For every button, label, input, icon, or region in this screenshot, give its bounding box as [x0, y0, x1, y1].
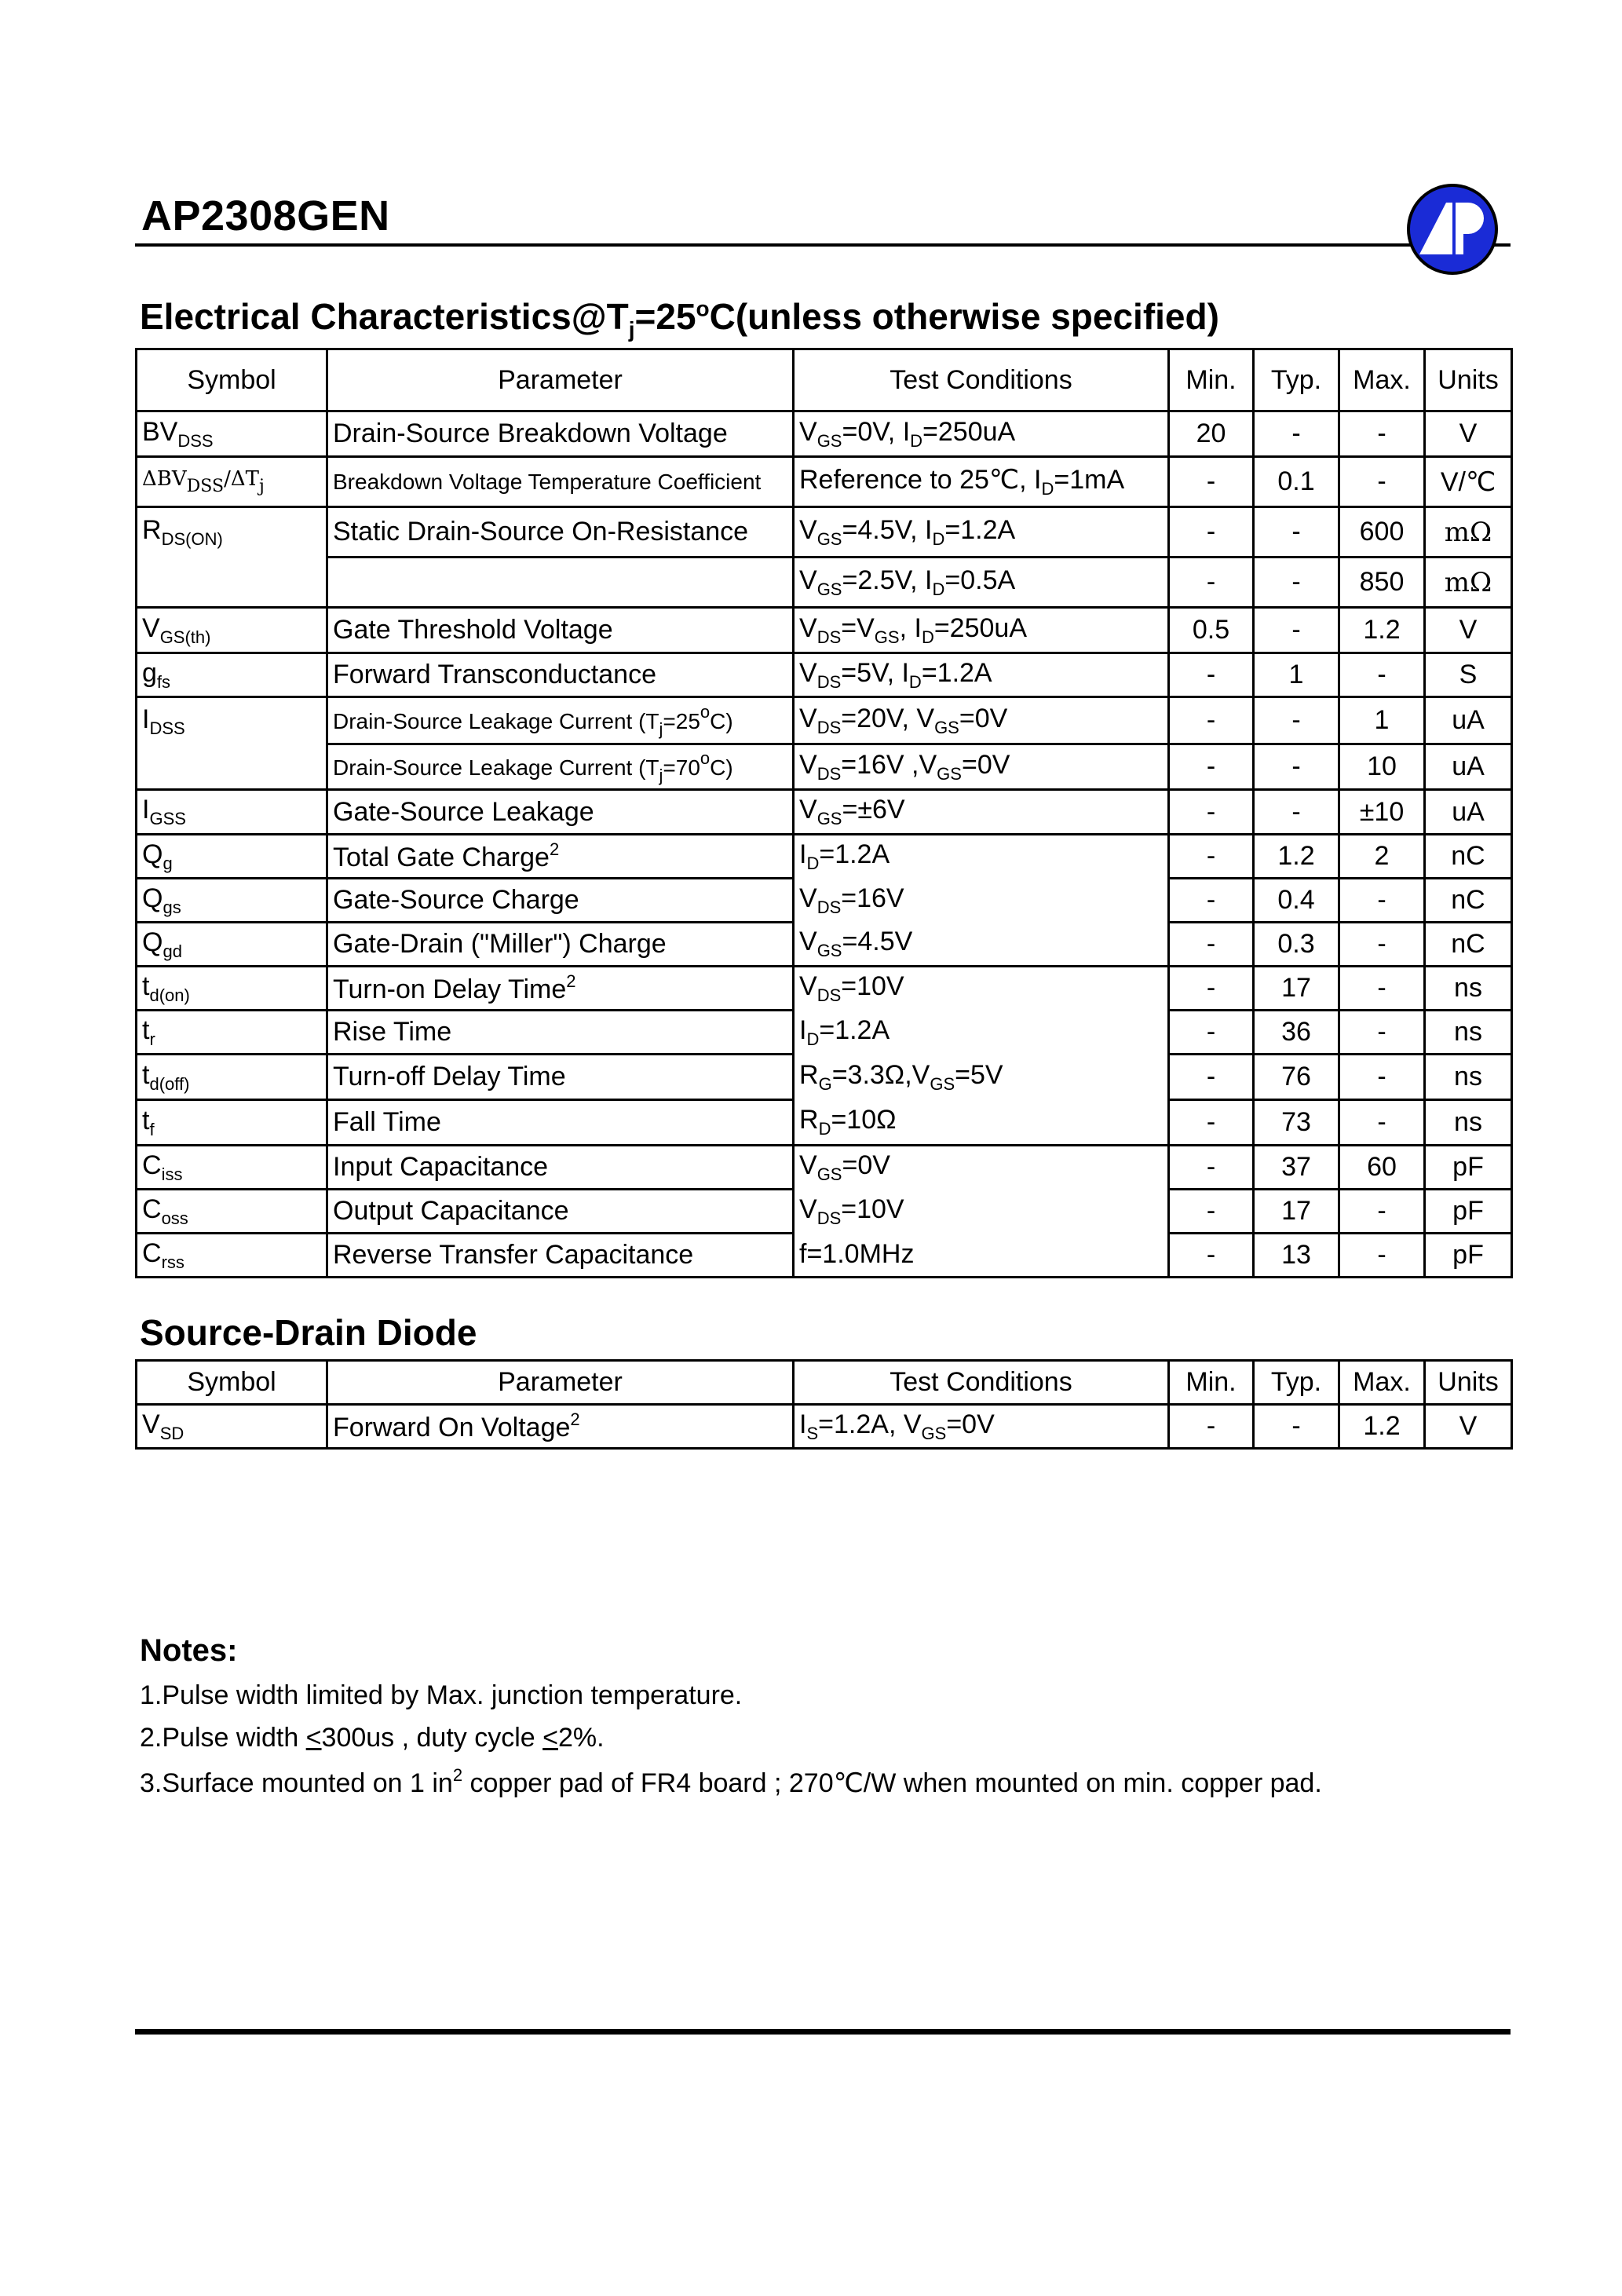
unit-cell: V — [1425, 1405, 1512, 1449]
unit-cell: V/℃ — [1425, 457, 1512, 507]
header-typ: Typ. — [1254, 349, 1339, 411]
header-symbol: Symbol — [137, 349, 327, 411]
typ-cell: - — [1254, 558, 1339, 608]
symbol-cell: $C_{oss}$ — [137, 1190, 327, 1234]
min-cell: - — [1169, 967, 1254, 1011]
table-row — [137, 653, 1512, 697]
typ-cell: 0.4 — [1254, 879, 1339, 923]
condition-cell: $R_G=3.3\Omega,V_{GS}=5V$ — [794, 1055, 1169, 1100]
condition-cell: $V_{DS}=5V$, $I_D=1.2A$ — [794, 653, 1169, 697]
max-cell: 1 — [1339, 697, 1425, 744]
table-row — [137, 879, 1512, 923]
symbol-cell: $g_{fs}$ — [137, 653, 327, 697]
note-3: 3.Surface mounted on 1 $in^2$ copper pad of FR4 board ; 270℃/W when mounted on min. copper pad. — [140, 1765, 1322, 1798]
unit-cell: pF — [1425, 1234, 1512, 1278]
table-row — [137, 744, 1512, 790]
condition-cell: $V_{DS}=10V$ — [794, 967, 1169, 1011]
symbol-cell: $t_{d(off)}$ — [137, 1055, 327, 1100]
table-row — [137, 790, 1512, 835]
typ-cell: - — [1254, 608, 1339, 653]
max-cell: 1.2 — [1339, 608, 1425, 653]
max-cell: ±10 — [1339, 790, 1425, 835]
table-row — [137, 457, 1512, 507]
max-cell: - — [1339, 411, 1425, 457]
condition-cell: $V_{DS}=V_{GS}$, $I_D=250uA$ — [794, 608, 1169, 653]
header-units: Units — [1425, 349, 1512, 411]
header-min: Min. — [1169, 349, 1254, 411]
parameter-cell: Output Capacitance — [327, 1190, 794, 1234]
electrical-characteristics-title: Electrical $Characteristics@T_j=25^oC(unless$ otherwise specified) — [140, 296, 1219, 342]
page-header — [135, 187, 1511, 247]
table-row — [137, 1234, 1512, 1278]
part-number: AP2308GEN — [141, 192, 390, 239]
unit-cell: uA — [1425, 697, 1512, 744]
typ-cell: - — [1254, 1405, 1339, 1449]
typ-cell: 36 — [1254, 1011, 1339, 1055]
table-row — [137, 923, 1512, 967]
notes-title: Notes: — [140, 1633, 238, 1668]
condition-cell: $V_{GS}=4.5V$, $I_D=1.2A$ — [794, 507, 1169, 558]
condition-cell: $R_D=10\Omega$ — [794, 1100, 1169, 1146]
min-cell: - — [1169, 1100, 1254, 1146]
unit-cell: ns — [1425, 1100, 1512, 1146]
parameter-cell: Forward Transconductance — [327, 653, 794, 697]
min-cell: - — [1169, 507, 1254, 558]
parameter-cell: Drain-Source Leakage Current $(T_j=70^oC)$ — [327, 744, 794, 790]
table-row — [137, 558, 1512, 608]
symbol-cell: $V_{SD}$ — [137, 1405, 327, 1449]
min-cell: - — [1169, 1190, 1254, 1234]
min-cell: - — [1169, 835, 1254, 879]
max-cell: 1.2 — [1339, 1405, 1425, 1449]
max-cell: - — [1339, 1190, 1425, 1234]
min-cell: - — [1169, 457, 1254, 507]
max-cell: - — [1339, 923, 1425, 967]
parameter-cell: Turn-off Delay Time — [327, 1055, 794, 1100]
symbol-cell: $C_{rss}$ — [137, 1234, 327, 1278]
note-1: 1.Pulse width limited by Max. junction temperature. — [140, 1680, 743, 1710]
header-min: Min. — [1169, 1361, 1254, 1405]
unit-cell: V — [1425, 411, 1512, 457]
condition-cell: $V_{DS}=16V$ — [794, 879, 1169, 923]
parameter-cell: Static Drain-Source On-Resistance — [327, 507, 794, 558]
unit-cell: ns — [1425, 1011, 1512, 1055]
condition-cell: $V_{GS}=0V$ — [794, 1146, 1169, 1190]
unit-cell: S — [1425, 653, 1512, 697]
table-row — [137, 1011, 1512, 1055]
symbol-cell: $I_{DSS}$ — [137, 697, 327, 744]
typ-cell: 13 — [1254, 1234, 1339, 1278]
symbol-cell: $V_{GS(th)}$ — [137, 608, 327, 653]
unit-cell: uA — [1425, 790, 1512, 835]
typ-cell: - — [1254, 507, 1339, 558]
typ-cell: 17 — [1254, 967, 1339, 1011]
max-cell: 10 — [1339, 744, 1425, 790]
max-cell: 2 — [1339, 835, 1425, 879]
condition-cell: $V_{GS}=\pm 6V$ — [794, 790, 1169, 835]
typ-cell: 1 — [1254, 653, 1339, 697]
header-parameter: Parameter — [327, 349, 794, 411]
parameter-cell: Breakdown Voltage Temperature Coefficient — [327, 457, 794, 507]
typ-cell: - — [1254, 744, 1339, 790]
header-units: Units — [1425, 1361, 1512, 1405]
parameter-cell: Drain-Source Breakdown Voltage — [327, 411, 794, 457]
typ-cell: 0.1 — [1254, 457, 1339, 507]
header-max: Max. — [1339, 1361, 1425, 1405]
parameter-cell: Drain-Source Leakage Current $(T_j=25^oC)$ — [327, 697, 794, 744]
max-cell: 600 — [1339, 507, 1425, 558]
table-row — [137, 1146, 1512, 1190]
parameter-cell: Gate-Source Charge — [327, 879, 794, 923]
typ-cell: - — [1254, 411, 1339, 457]
symbol-cell: $R_{DS(ON)}$ — [137, 507, 327, 558]
typ-cell: 37 — [1254, 1146, 1339, 1190]
table-row — [137, 697, 1512, 744]
parameter-cell: Fall Time — [327, 1100, 794, 1146]
header-test-conditions: Test Conditions — [794, 1361, 1169, 1405]
condition-cell: $I_D=1.2A$ — [794, 1011, 1169, 1055]
symbol-cell: $t_{d(on)}$ — [137, 967, 327, 1011]
symbol-cell: $Q_{gs}$ — [137, 879, 327, 923]
unit-cell: mΩ — [1425, 558, 1512, 608]
condition-cell: $I_S=1.2A$, $V_{GS}=0V$ — [794, 1405, 1169, 1449]
symbol-cell: $t_r$ — [137, 1011, 327, 1055]
parameter-cell: Gate-Drain ("Miller") Charge — [327, 923, 794, 967]
min-cell: - — [1169, 923, 1254, 967]
typ-cell: - — [1254, 790, 1339, 835]
min-cell: - — [1169, 1146, 1254, 1190]
symbol-cell: $C_{iss}$ — [137, 1146, 327, 1190]
min-cell: - — [1169, 1234, 1254, 1278]
min-cell: - — [1169, 558, 1254, 608]
max-cell: - — [1339, 457, 1425, 507]
min-cell: 20 — [1169, 411, 1254, 457]
unit-cell: V — [1425, 608, 1512, 653]
min-cell: 0.5 — [1169, 608, 1254, 653]
symbol-cell: $t_f$ — [137, 1100, 327, 1146]
table-row — [137, 1190, 1512, 1234]
unit-cell: nC — [1425, 879, 1512, 923]
table-row — [137, 507, 1512, 558]
symbol-cell: $Q_{gd}$ — [137, 923, 327, 967]
parameter-cell: Total Gate Charge$^2$ — [327, 835, 794, 879]
max-cell: - — [1339, 879, 1425, 923]
typ-cell: 17 — [1254, 1190, 1339, 1234]
unit-cell: mΩ — [1425, 507, 1512, 558]
footer-rule — [135, 2029, 1511, 2035]
unit-cell: nC — [1425, 923, 1512, 967]
symbol-cell — [137, 744, 327, 790]
table-row — [137, 1100, 1512, 1146]
max-cell: - — [1339, 967, 1425, 1011]
max-cell: - — [1339, 653, 1425, 697]
parameter-cell: Rise Time — [327, 1011, 794, 1055]
unit-cell: pF — [1425, 1146, 1512, 1190]
min-cell: - — [1169, 653, 1254, 697]
table-row — [137, 1055, 1512, 1100]
typ-cell: - — [1254, 697, 1339, 744]
table-row — [137, 608, 1512, 653]
table-row — [137, 411, 1512, 457]
max-cell: - — [1339, 1011, 1425, 1055]
header-parameter: Parameter — [327, 1361, 794, 1405]
unit-cell: pF — [1425, 1190, 1512, 1234]
unit-cell: nC — [1425, 835, 1512, 879]
min-cell: - — [1169, 790, 1254, 835]
symbol-cell: $BV_{DSS}$ — [137, 411, 327, 457]
header-symbol: Symbol — [137, 1361, 327, 1405]
parameter-cell: Gate-Source Leakage — [327, 790, 794, 835]
min-cell: - — [1169, 744, 1254, 790]
min-cell: - — [1169, 1405, 1254, 1449]
ap-logo-icon — [1405, 182, 1500, 276]
table-row — [137, 1405, 1512, 1449]
condition-cell: $I_D=1.2A$ — [794, 835, 1169, 879]
unit-cell: uA — [1425, 744, 1512, 790]
min-cell: - — [1169, 1011, 1254, 1055]
condition-cell: f=1.0MHz — [794, 1234, 1169, 1278]
parameter-cell: Input Capacitance — [327, 1146, 794, 1190]
unit-cell: ns — [1425, 967, 1512, 1011]
table-header-row — [137, 349, 1512, 411]
header-typ: Typ. — [1254, 1361, 1339, 1405]
condition-cell: $V_{GS}=2.5V$, $I_D=0.5A$ — [794, 558, 1169, 608]
typ-cell: 1.2 — [1254, 835, 1339, 879]
unit-cell: ns — [1425, 1055, 1512, 1100]
parameter-cell: Gate Threshold Voltage — [327, 608, 794, 653]
max-cell: - — [1339, 1234, 1425, 1278]
source-drain-diode-title: Source-Drain Diode — [140, 1312, 477, 1353]
table-row — [137, 835, 1512, 879]
table-row — [137, 967, 1512, 1011]
condition-cell: $V_{DS}=10V$ — [794, 1190, 1169, 1234]
symbol-cell: $I_{GSS}$ — [137, 790, 327, 835]
min-cell: - — [1169, 1055, 1254, 1100]
note-2: 2.Pulse width <300us , duty cycle <2%. — [140, 1723, 605, 1753]
condition-cell: Reference to 25℃, $I_D=1mA$ — [794, 457, 1169, 507]
condition-cell: $V_{GS}=0V$, $I_D=250uA$ — [794, 411, 1169, 457]
symbol-cell: $\Delta BV_{DSS}/\Delta T_j$ — [137, 457, 327, 507]
header-max: Max. — [1339, 349, 1425, 411]
source-drain-diode-table — [135, 1359, 1513, 1450]
max-cell: - — [1339, 1100, 1425, 1146]
symbol-cell: $Q_g$ — [137, 835, 327, 879]
typ-cell: 0.3 — [1254, 923, 1339, 967]
typ-cell: 73 — [1254, 1100, 1339, 1146]
min-cell: - — [1169, 697, 1254, 744]
parameter-cell: Turn-on Delay Time$^2$ — [327, 967, 794, 1011]
typ-cell: 76 — [1254, 1055, 1339, 1100]
parameter-cell: Forward On Voltage$^2$ — [327, 1405, 794, 1449]
condition-cell: $V_{GS}=4.5V$ — [794, 923, 1169, 967]
symbol-cell — [137, 558, 327, 608]
max-cell: 60 — [1339, 1146, 1425, 1190]
electrical-characteristics-table — [135, 348, 1513, 1278]
parameter-cell — [327, 558, 794, 608]
condition-cell: $V_{DS}=20V$, $V_{GS}=0V$ — [794, 697, 1169, 744]
condition-cell: $V_{DS}=16V$ $,V_{GS}=0V$ — [794, 744, 1169, 790]
max-cell: - — [1339, 1055, 1425, 1100]
table-header-row — [137, 1361, 1512, 1405]
max-cell: 850 — [1339, 558, 1425, 608]
parameter-cell: Reverse Transfer Capacitance — [327, 1234, 794, 1278]
header-test-conditions: Test Conditions — [794, 349, 1169, 411]
min-cell: - — [1169, 879, 1254, 923]
